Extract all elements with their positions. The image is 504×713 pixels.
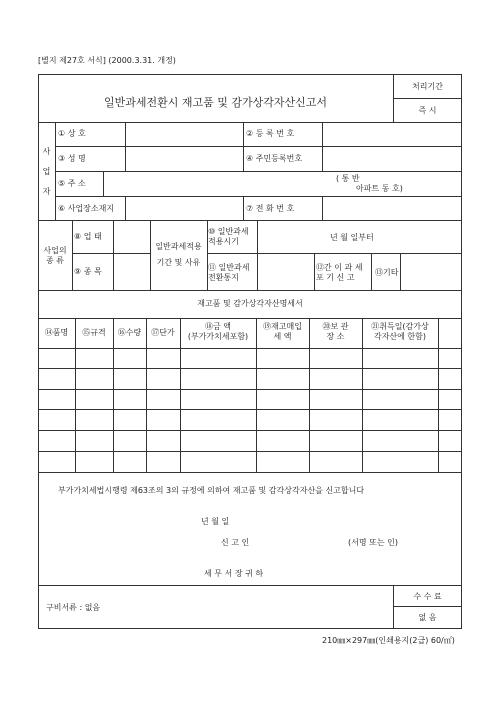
col-header-qty: ⑯수량 <box>117 328 142 337</box>
fee-value: 없 음 <box>418 613 437 622</box>
signature-label: (서명 또는 인) <box>348 538 398 547</box>
address-format-2: 아파트 동 호) <box>356 184 403 193</box>
frame-left <box>38 74 39 629</box>
business-label-3: 자 <box>42 187 51 196</box>
frame-bottom <box>38 628 462 629</box>
col-header-spec: ⑮규격 <box>82 328 106 337</box>
simplified-label: ⑫간 이 과 세 포 기 신 고 <box>316 263 363 282</box>
phone-label: ⑦ 전 화 번 호 <box>246 204 295 213</box>
processing-period-value: 즉 시 <box>418 106 437 115</box>
category-label: ⑧ 업 태 <box>74 232 102 241</box>
paper-spec: 210㎜×297㎜(인쇄용지(2급) 60/㎡) <box>322 636 455 645</box>
addressee-label: 세 무 서 장 귀 하 <box>204 569 264 578</box>
applicant-label: 신 고 인 <box>221 538 250 547</box>
declaration-statement: 부가가치세법시행령 제63조의 3의 규정에 의하여 재고품 및 감각상각자산을 신고합니다 <box>58 486 365 495</box>
period-label-2: 기간 및 사유 <box>156 258 201 267</box>
col-header-name: ⑭품명 <box>44 328 69 337</box>
address-format-1: ( 통 반 <box>336 174 360 183</box>
inventory-section-title: 재고품 및 감가상각자산명세서 <box>197 299 303 308</box>
col-header-tax: ⑲재고매입 세 액 <box>263 322 302 341</box>
col-header-amount: ⑱금 액 (부가가치세포함) <box>187 322 249 341</box>
location-label: ⑥ 사업장소재지 <box>58 204 115 213</box>
required-documents: 구비서류 : 없음 <box>46 603 101 612</box>
col-header-acquired: ㉑취득일(감가상 각자산에 한함) <box>371 322 429 341</box>
frame-right <box>461 74 462 629</box>
col-header-storage: ⑳보 관 장 소 <box>322 322 349 341</box>
period-label-1: 일반과세적용 <box>155 242 202 251</box>
address-label: ⑤ 주 소 <box>58 179 86 188</box>
declaration-date: 년 월 일 <box>201 517 230 526</box>
reg-no-label: ② 등 록 번 호 <box>246 129 295 138</box>
apply-date-format: 년 월 일부터 <box>330 233 374 242</box>
form-title: 일반과세전환시 재고품 및 감가상각자산신고서 <box>103 96 327 109</box>
item-label: ⑨ 종 목 <box>74 267 102 276</box>
other-label: ⑬기타 <box>375 268 399 277</box>
biz-type-label: 사업의 종 류 <box>43 246 67 265</box>
apply-time-label: ⑩ 일반과세 적용시기 <box>208 227 249 246</box>
owner-name-label: ③ 성 명 <box>58 154 86 163</box>
notice-label: ⑪ 일반과세 전환통지 <box>208 263 250 282</box>
business-label-2: 업 <box>42 167 51 176</box>
business-label-1: 사 <box>42 147 51 156</box>
frame-top <box>38 74 462 75</box>
col-header-price: ⑰단가 <box>151 328 175 337</box>
form-number-note: [별지 제27호 서식] (2000.3.31. 개정) <box>38 56 176 65</box>
fee-label: 수 수 료 <box>413 592 442 601</box>
processing-period-label: 처리기간 <box>412 82 443 91</box>
resident-no-label: ④ 주민등록번호 <box>246 154 303 163</box>
trade-name-label: ① 상 호 <box>58 129 86 138</box>
